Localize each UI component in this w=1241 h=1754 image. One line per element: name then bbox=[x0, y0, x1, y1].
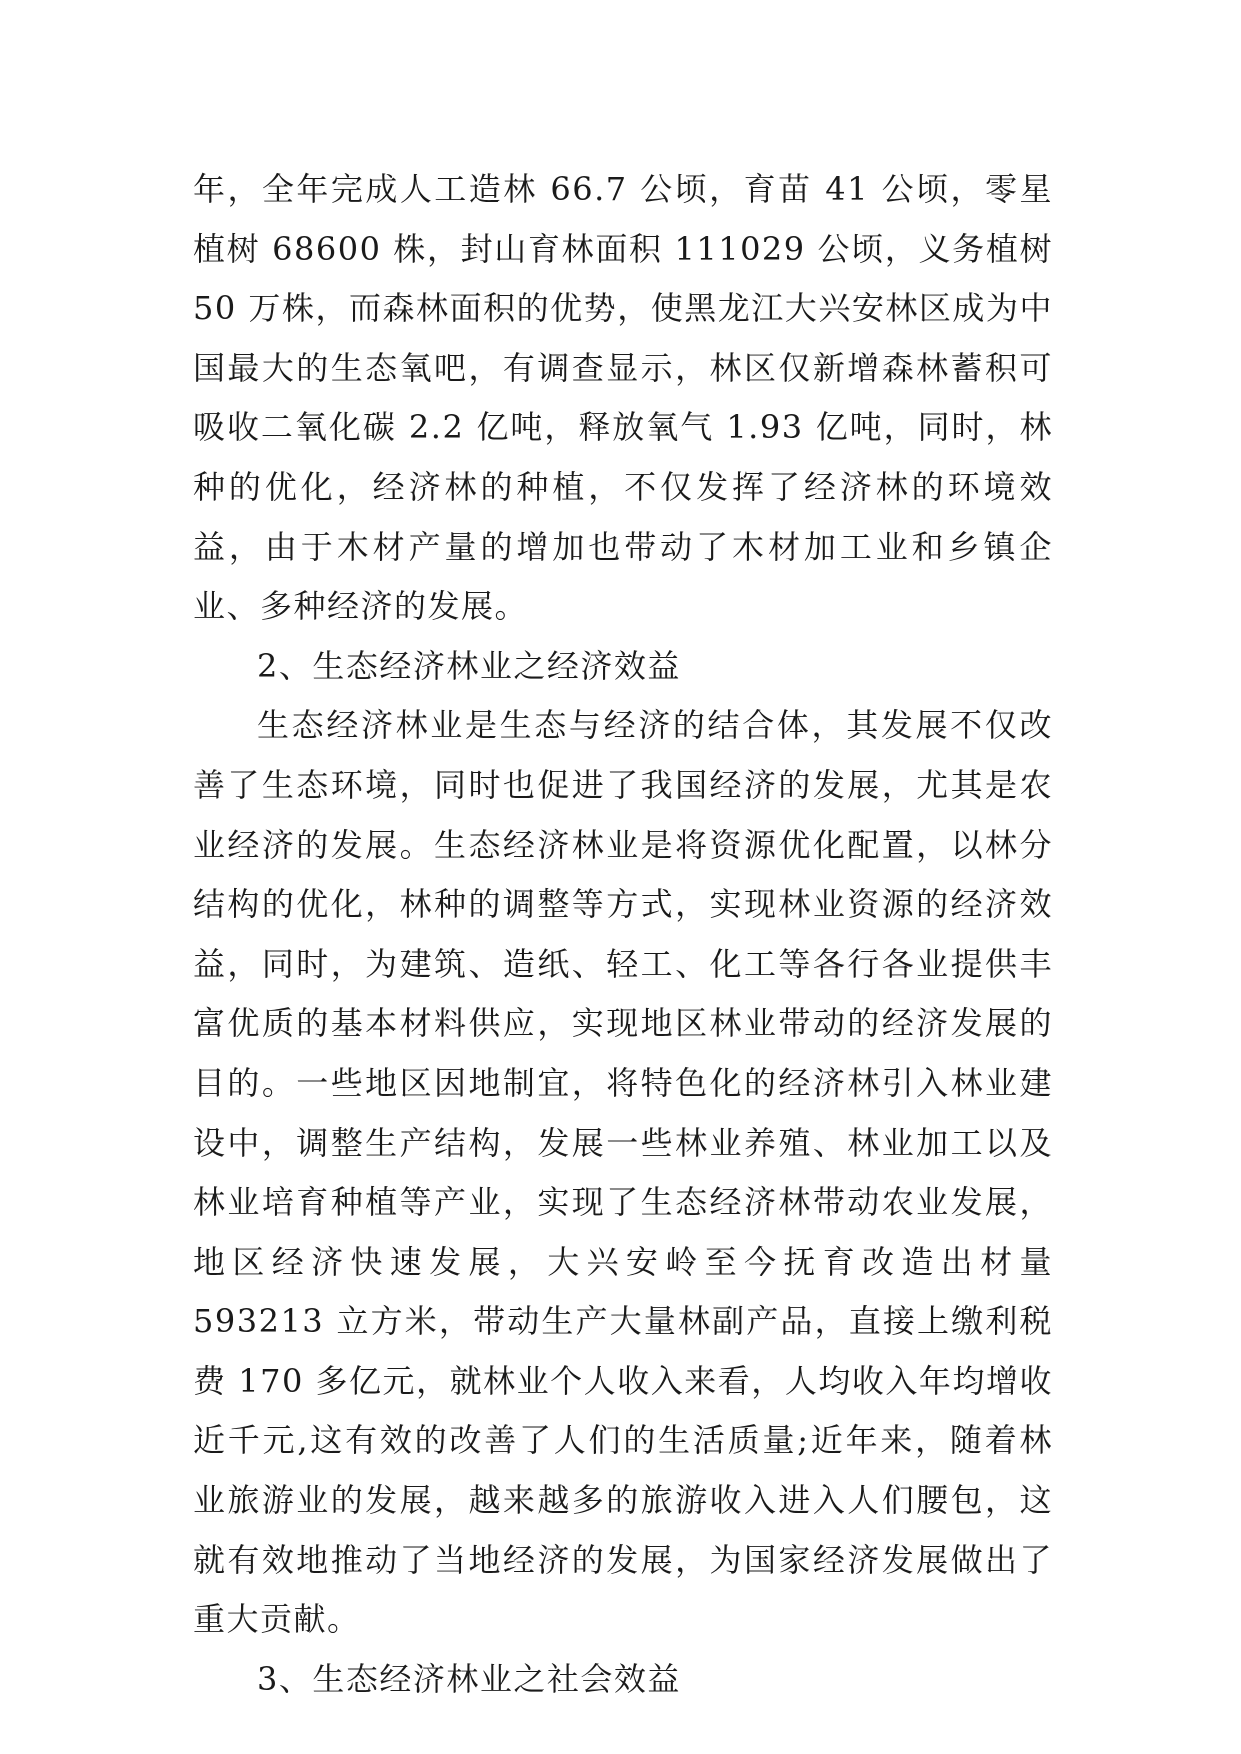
section-heading-social-benefit: 3、生态经济林业之社会效益 bbox=[257, 1659, 681, 1698]
paragraph-economic-benefit: 生态经济林业是生态与经济的结合体，其发展不仅改善了生态环境，同时也促进了我国经济的发展，尤其是农业经济的发展。生态经济林业是将资源优化配置，以林分结构的优化，林种的调整等方式，实现林业资源的经济效益，同时，为建筑、造纸、轻工、化工等各行各业提供丰富优质的基本材料供应，实现地区林业带动的经济发展的目的。一些地区因地制宜，将特色化的经济林引入林业建设中，调整生产结构，发展一些林业养殖、林业加工以及林业培育种植等产业，实现了生态经济林带动农业发展，地区经济快速发展，大兴安岭至今抚育改造出材量 593213 立方米，带动生产大量林副产品，直接上缴利税费 170 多亿元，就林业个人收入来看，人均收入年均增收近千元,这有效的改善了人们的生活质量;近年来，随着林业旅游业的发展，越来越多的旅游收入进入人们腰包，这就有效地推动了当地经济的发展，为国家经济发展做出了重大贡献。 bbox=[193, 706, 1053, 1639]
body-text bbox=[193, 160, 1053, 1709]
paragraph-forest-statistics: 年，全年完成人工造林 66.7 公顷，育苗 41 公顷，零星植树 68600 株，封山育林面积 111029 公顷，义务植树 50 万株，而森林面积的优势，使黑龙江大兴安林区成为中国最大的生态氧吧，有调查显示，林区仅新增森林蓄积可吸收二氧化碳 2.2 亿吨，释放氧气 1.93 亿吨，同时，林种的优化，经济林的种植，不仅发挥了经济林的环境效益，由于木材产量的增加也带动了木材加工业和乡镇企业、多种经济的发展。 bbox=[193, 170, 1053, 626]
section-heading-economic-benefit: 2、生态经济林业之经济效益 bbox=[257, 646, 681, 685]
